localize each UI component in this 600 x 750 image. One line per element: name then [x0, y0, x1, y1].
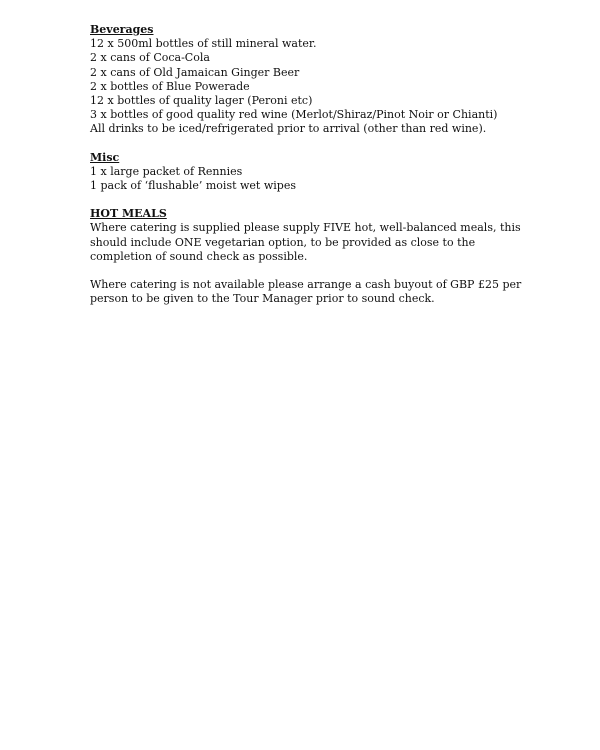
beverages-heading: Beverages: [90, 23, 154, 36]
misc-section: [90, 151, 530, 194]
beverage-item: 2 x cans of Old Jamaican Ginger Beer: [90, 65, 300, 79]
beverage-item: 3 x bottles of good quality red wine (Merlot/Shiraz/Pinot Noir or Chianti): [90, 108, 498, 122]
misc-heading: Misc: [90, 150, 120, 164]
beverage-item: 2 x cans of Coca-Cola: [90, 51, 210, 65]
hot-meals-section: [90, 207, 530, 306]
beverage-item: 2 x bottles of Blue Powerade: [90, 79, 250, 93]
hot-meals-heading: HOT MEALS: [90, 207, 167, 221]
misc-item: 1 pack of ‘flushable’ moist wet wipes: [90, 179, 296, 193]
document-content: [90, 23, 530, 320]
beverages-section: [90, 23, 530, 137]
beverage-item: 12 x bottles of quality lager (Peroni etc): [90, 94, 313, 108]
misc-item: 1 x large packet of Rennies: [90, 164, 243, 178]
catering-supplied-paragraph: Where catering is supplied please supply FIVE hot, well-balanced meals, this should include ONE vegetarian option, to be provided as close to the completion of sound check as possible.: [90, 221, 521, 263]
beverage-note: All drinks to be iced/refrigerated prior to arrival (other than red wine).: [90, 122, 487, 136]
cash-buyout-paragraph: Where catering is not available please arrange a cash buyout of GBP £25 per person to be given to the Tour Manager prior to sound check.: [90, 278, 522, 306]
beverage-item: 12 x 500ml bottles of still mineral water.: [90, 37, 317, 51]
